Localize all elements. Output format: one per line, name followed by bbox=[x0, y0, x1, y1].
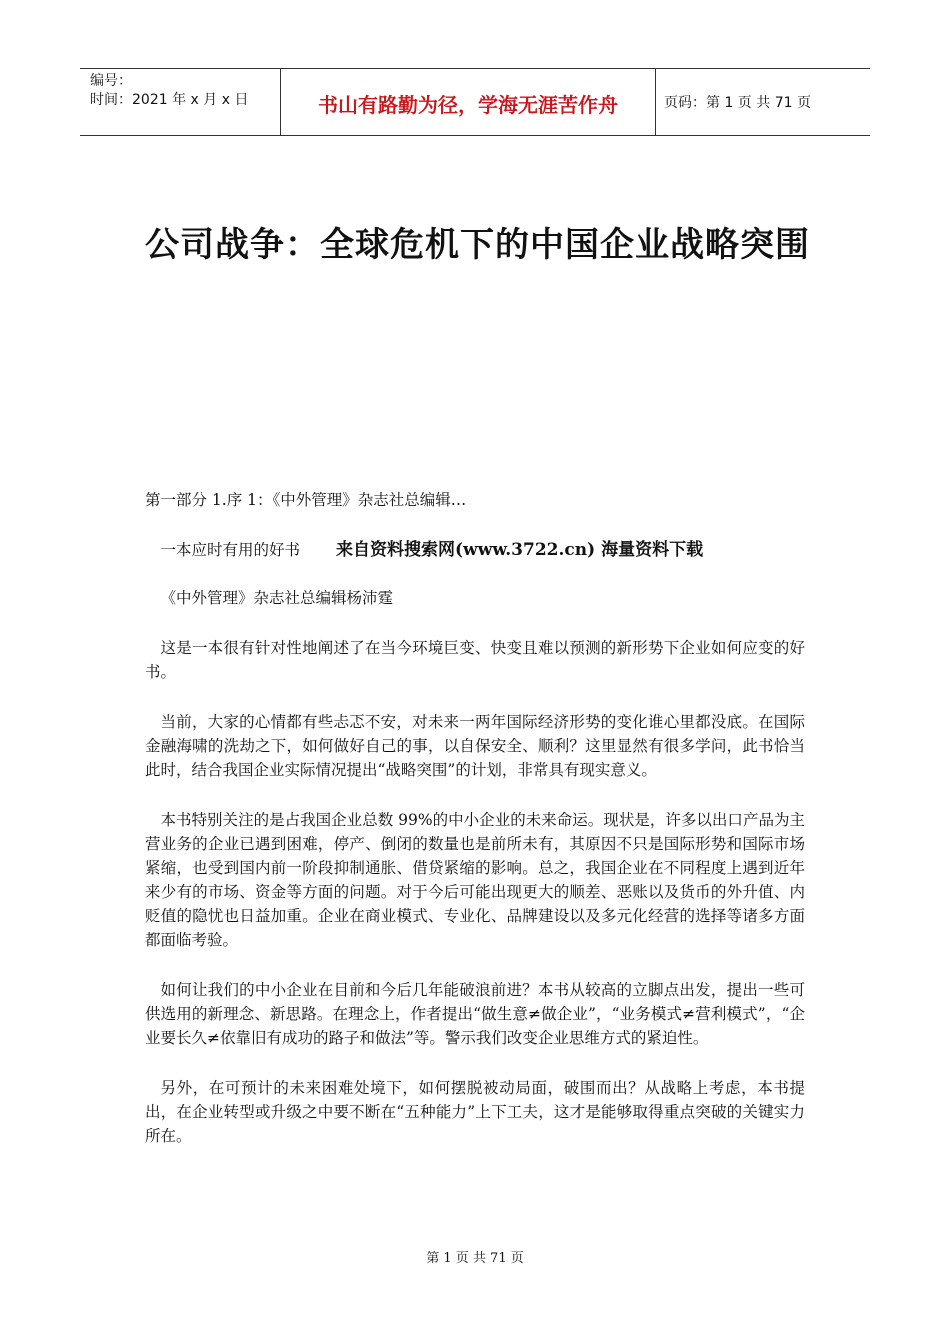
lead-row bbox=[145, 538, 805, 562]
lead-text: 一本应时有用的好书 bbox=[160, 541, 301, 559]
document-number-label: 编号： bbox=[90, 73, 132, 89]
document-body bbox=[145, 488, 805, 1174]
header-meta bbox=[80, 69, 281, 135]
body-paragraph: 本书特别关注的是占我国企业总数 99%的中小企业的未来命运。现状是，许多以出口产品为主营业务的企业已遇到困难，停产、倒闭的数量也是前所未有，其原因不只是国际形势和国际市场紧缩，也受到国内前一阶段抑制通胀、借贷紧缩的影响。总之，我国企业在不同程度上遇到近年来少有的市场、资金等方面的问题。对于今后可能出现更大的顺差、恶账以及货币的外升值、内贬值的隐忧也日益加重。企业在商业模式、专业化、品牌建设以及多元化经营的选择等诸多方面都面临考验。 bbox=[145, 811, 805, 949]
section-heading: 第一部分 1.序 1：《中外管理》杂志社总编辑… bbox=[145, 491, 467, 509]
page-footer: 第 1 页 共 71 页 bbox=[426, 1251, 524, 1266]
body-paragraph: 当前，大家的心情都有些忐忑不安，对未来一两年国际经济形势的变化谁心里都没底。在国际金融海啸的洗劫之下，如何做好自己的事，以自保安全、顺利？这里显然有很多学问，此书恰当此时，结合我国企业实际情况提出“战略突围”的计划，非常具有现实意义。 bbox=[145, 713, 805, 779]
document-date: 时间：2021 年 x 月 x 日 bbox=[90, 92, 249, 108]
body-paragraph: 如何让我们的中小企业在目前和今后几年能破浪前进？本书从较高的立脚点出发，提出一些可供选用的新理念、新思路。在理念上，作者提出“做生意≠做企业”，“业务模式≠营利模式”，“企业要长久≠依靠旧有成功的路子和做法”等。警示我们改变企业思维方式的紧迫性。 bbox=[145, 981, 805, 1047]
source-link[interactable]: 来自资料搜索网(www.3722.cn) 海量资料下载 bbox=[336, 540, 704, 560]
document-header bbox=[80, 68, 870, 136]
document-title: 公司战争：全球危机下的中国企业战略突围 bbox=[145, 225, 810, 265]
header-motto: 书山有路勤为径，学海无涯苦作舟 bbox=[281, 69, 656, 135]
body-paragraph: 另外，在可预计的未来困难处境下，如何摆脱被动局面，破围而出？从战略上考虑，本书提出，在企业转型或升级之中要不断在“五种能力”上下工夫，这才是能够取得重点突破的关键实力所在。 bbox=[145, 1079, 805, 1145]
body-paragraph: 这是一本很有针对性地阐述了在当今环境巨变、快变且难以预测的新形势下企业如何应变的好书。 bbox=[145, 639, 805, 681]
header-page-info: 页码：第 1 页 共 71 页 bbox=[664, 95, 811, 111]
author-line: 《中外管理》杂志社总编辑杨沛霆 bbox=[160, 589, 394, 607]
